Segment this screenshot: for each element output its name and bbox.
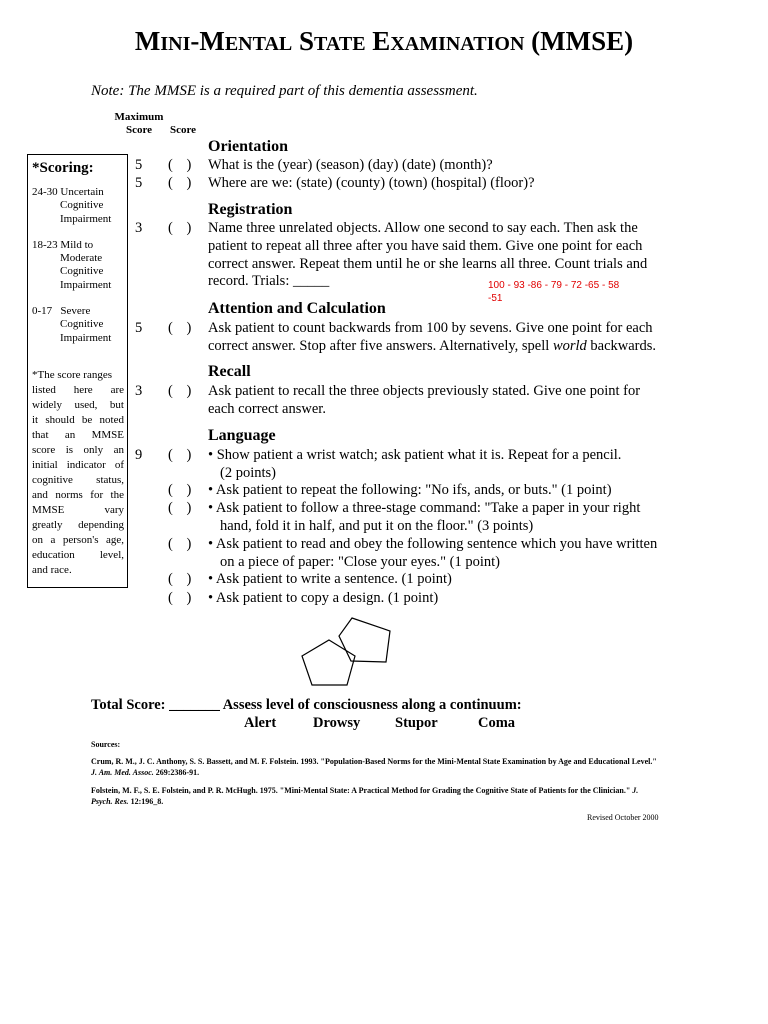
range-mild: 18-23 Mild to Moderate Cognitive Impairment — [32, 238, 112, 291]
recall-text: Ask patient to recall the three objects previously stated. Give one point for each correct answer. — [208, 383, 641, 417]
score-field[interactable]: ( ) — [168, 482, 192, 498]
max-score: 3 — [135, 220, 143, 236]
score-field[interactable]: ( ) — [168, 383, 192, 399]
language-item: • Ask patient to copy a design. (1 point) — [208, 590, 439, 606]
score-field[interactable]: ( ) — [168, 157, 192, 173]
section-registration-heading: Registration — [208, 201, 293, 218]
range-severe: 0-17 Severe Cognitive Impairment — [32, 305, 112, 344]
score-field[interactable]: ( ) — [168, 536, 192, 552]
language-item: • Ask patient to read and obey the following sentence which you have written on a piece of paper: "Close your eyes." (1 point) — [208, 536, 658, 570]
max-score: 9 — [135, 447, 143, 463]
orientation-item: Where are we: (state) (county) (town) (hospital) (floor)? — [208, 175, 535, 191]
handwritten-annotation: 100 - 93 -86 - 79 - 72 -65 - 58 -51 — [488, 280, 620, 304]
scoring-box — [27, 154, 128, 588]
section-attention-heading: Attention and Calculation — [208, 300, 386, 317]
consciousness-coma: Coma — [478, 715, 516, 731]
consciousness-drowsy: Drowsy — [313, 715, 361, 731]
max-score-header: Maximum Score — [114, 111, 164, 136]
max-score: 5 — [135, 175, 143, 191]
score-header: Score — [170, 124, 197, 136]
scoring-footnote: *The score ranges listed here are widely used, but it should be noted that an MMSE score is only an initial indicator of cognitive status, and norms for the MMSE vary greatly depending on a person's age, education level, and race. — [32, 368, 124, 576]
registration-text: Name three unrelated objects. Allow one second to say each. Then ask the patient to repeat all three after you have said them. Give one point for each correct answer. Repeat them until he or she learns all three. Count trials and record. Trials: _____ — [208, 220, 648, 290]
max-score: 3 — [135, 383, 143, 399]
score-field[interactable]: ( ) — [168, 447, 192, 463]
section-language-heading: Language — [208, 427, 276, 444]
language-item: • Show patient a wrist watch; ask patient what it is. Repeat for a pencil. (2 points) — [208, 447, 622, 481]
total-score-line: Total Score: _______ Assess level of consciousness along a continuum: — [91, 697, 522, 713]
orientation-item: What is the (year) (season) (day) (date) (month)? — [208, 157, 493, 173]
score-field[interactable]: ( ) — [168, 500, 192, 516]
score-field[interactable]: ( ) — [168, 220, 192, 236]
source-reference: Folstein, M. F., S. E. Folstein, and P. R. McHugh. 1975. "Mini-Mental State: A Practical Method for Grading the Cognitive State of Patients for the Clinician." J. Psych. Res. 12:196_8. — [91, 786, 639, 806]
consciousness-alert: Alert — [244, 715, 277, 731]
consciousness-stupor: Stupor — [395, 715, 438, 731]
page-title: MINI-MENTAL STATE EXAMINATION (MMSE) — [134, 26, 634, 56]
attention-text: Ask patient to count backwards from 100 by sevens. Give one point for each correct answer. Stop after five answers. Alternatively, spell world backwards. — [208, 320, 657, 354]
intro-note: Note: The MMSE is a required part of this dementia assessment. — [91, 83, 478, 99]
range-uncertain: 24-30 Uncertain Cognitive Impairment — [32, 186, 112, 225]
score-field[interactable]: ( ) — [168, 571, 192, 587]
max-score: 5 — [135, 320, 143, 336]
language-item: • Ask patient to follow a three-stage command: "Take a paper in your right hand, fold it in half, and put it on the floor." (3 points) — [208, 500, 641, 534]
score-field[interactable]: ( ) — [168, 175, 192, 191]
source-reference: Crum, R. M., J. C. Anthony, S. S. Bassett, and M. F. Folstein. 1993. "Population-Based Norms for the Mini-Mental State Examination by Age and Educational Level." J. Am. Med. Assoc. 269:2386-91. — [91, 757, 657, 777]
revision-date: Revised October 2000 — [587, 813, 659, 822]
intersecting-pentagons-icon — [296, 610, 396, 690]
max-score: 5 — [135, 157, 143, 173]
section-orientation-heading: Orientation — [208, 138, 288, 155]
language-item: • Ask patient to write a sentence. (1 point) — [208, 571, 452, 587]
scoring-heading: *Scoring: — [32, 160, 94, 176]
sources-heading: Sources: — [91, 740, 121, 749]
score-field[interactable]: ( ) — [168, 590, 192, 606]
section-recall-heading: Recall — [208, 363, 251, 380]
language-item: • Ask patient to repeat the following: "No ifs, ands, or buts." (1 point) — [208, 482, 612, 498]
score-field[interactable]: ( ) — [168, 320, 192, 336]
